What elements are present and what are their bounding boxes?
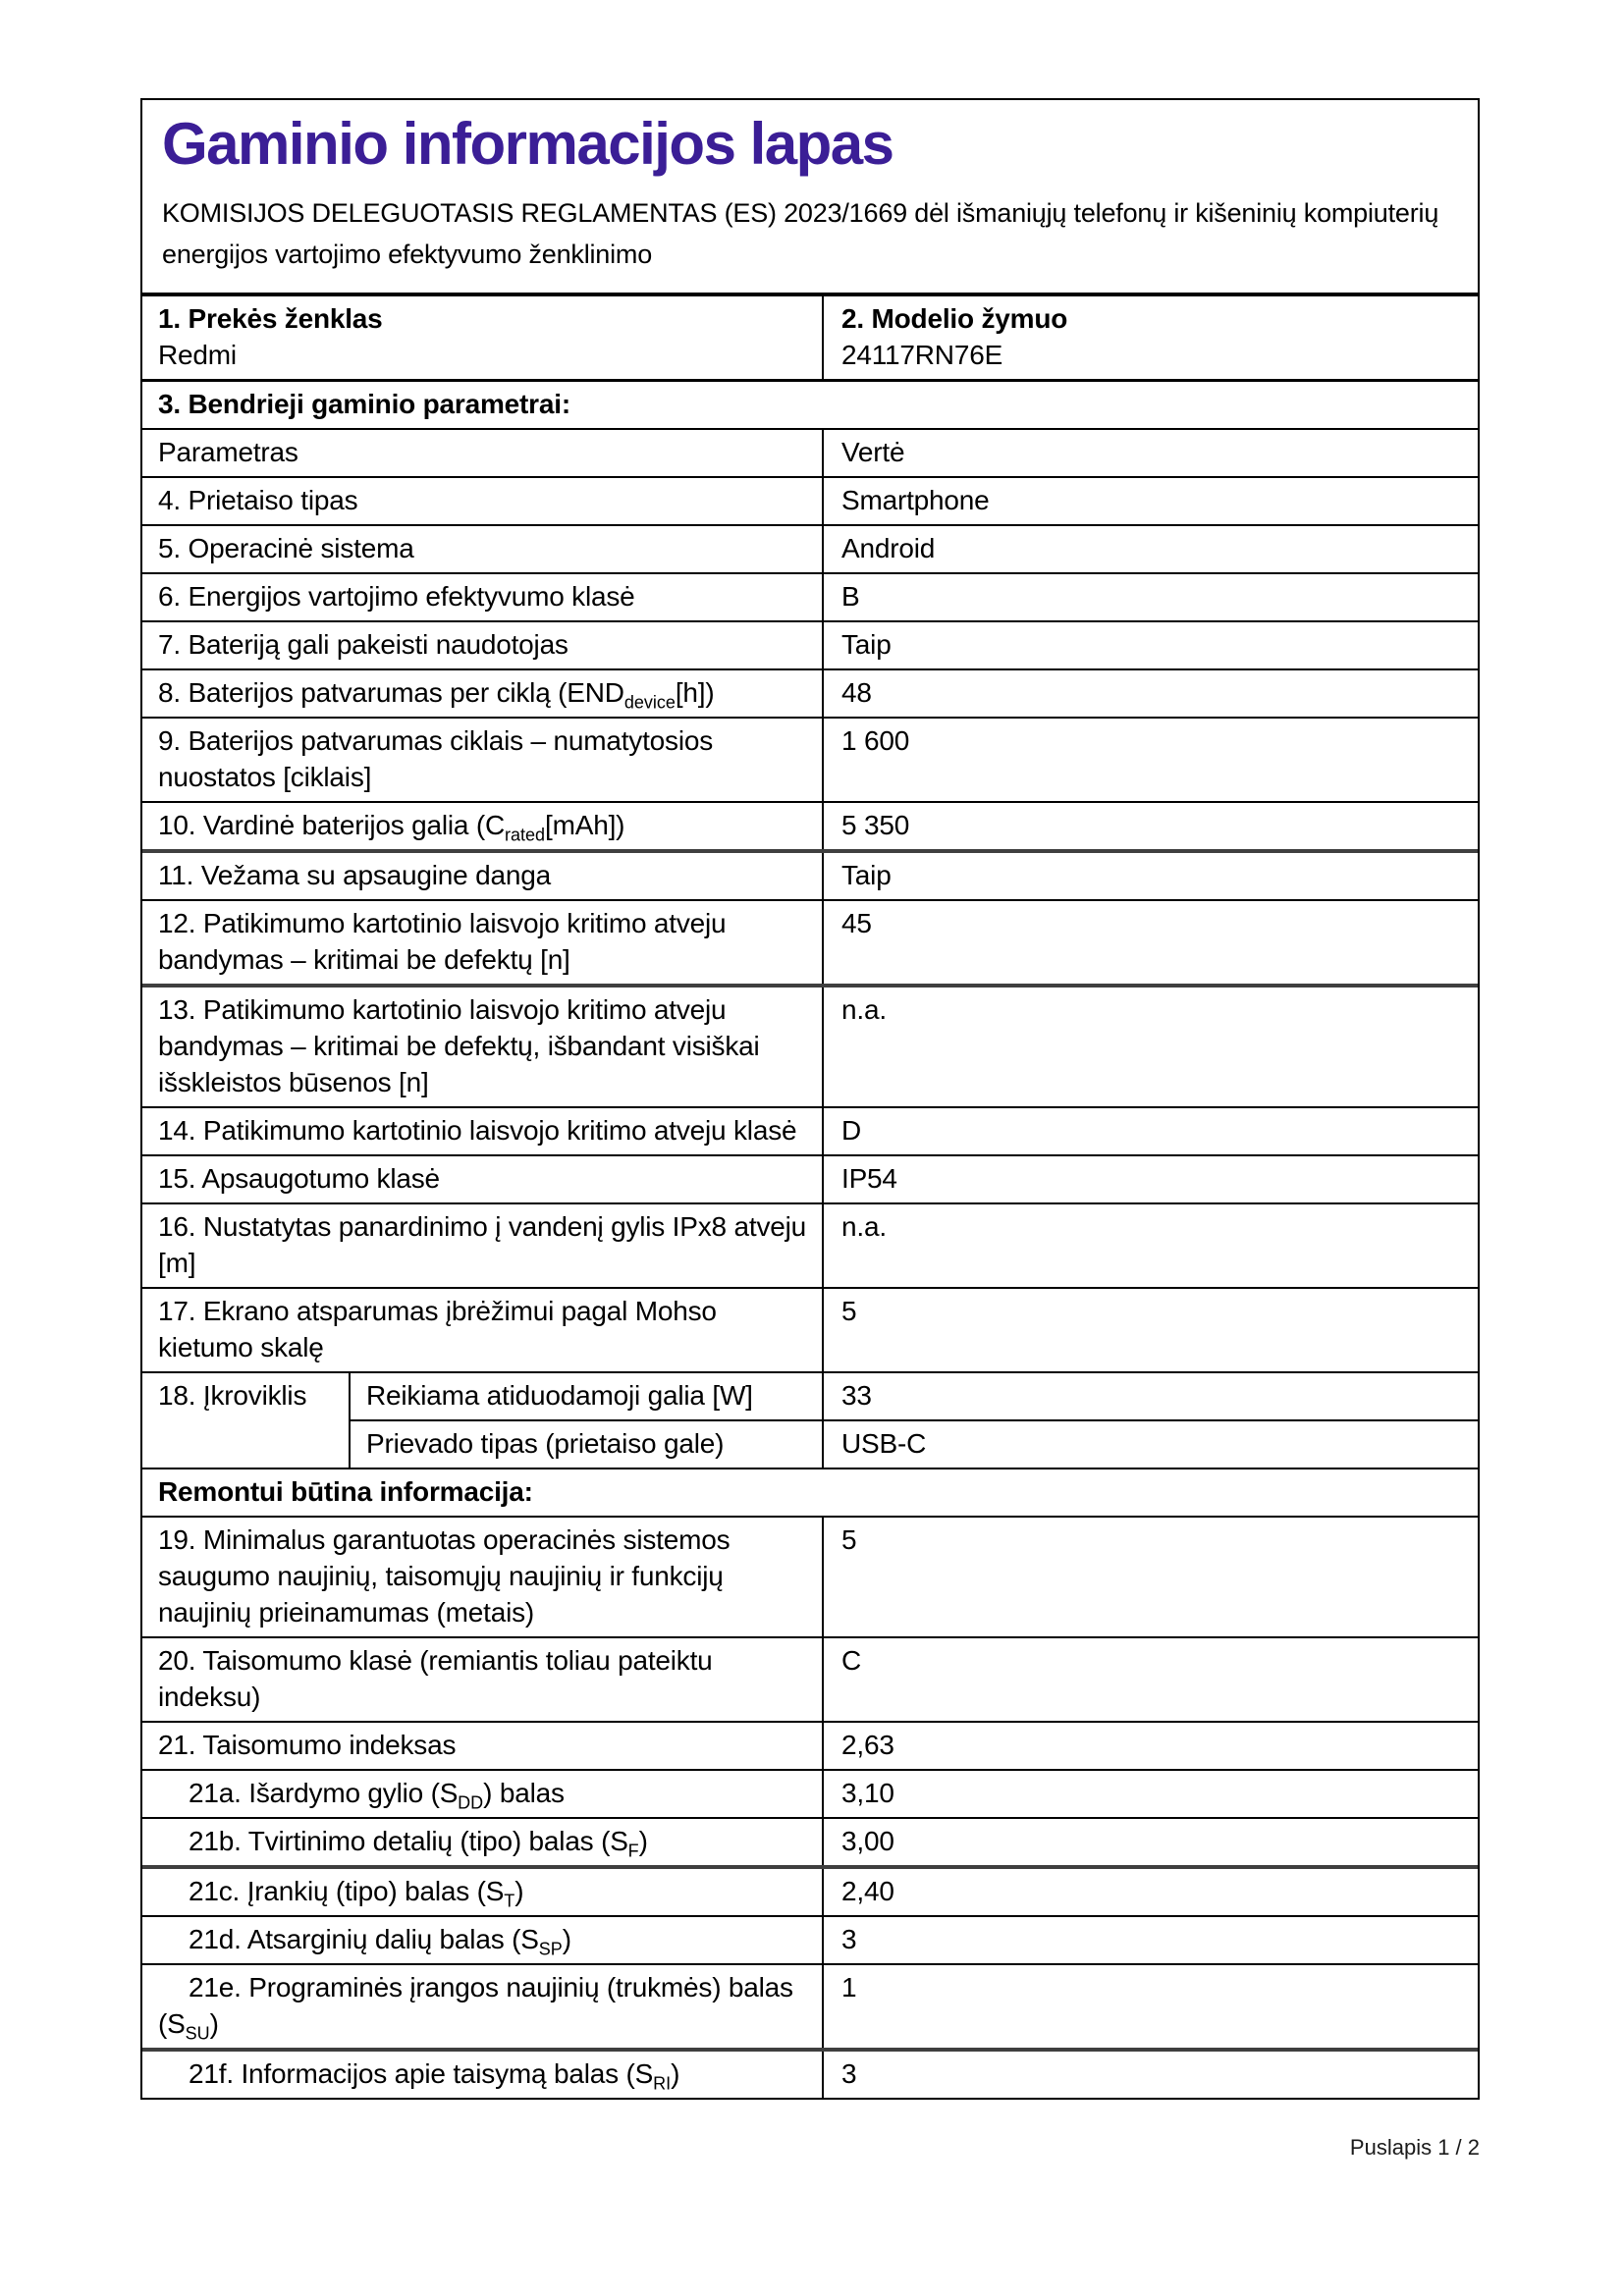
row-label: 10. Vardinė baterijos galia $(C_{rated}[mAh])$ xyxy=(142,803,824,849)
table-row-charger xyxy=(142,1371,1478,1468)
row-label: 13. Patikimumo kartotinio laisvojo kritimo atveju bandymas – kritimai be defektų, išbandant visiškai išskleistos būsenos [n] xyxy=(142,988,824,1106)
row-value: 48 xyxy=(841,677,872,708)
charger-port-label: Prievado tipas (prietaiso gale) xyxy=(351,1421,824,1468)
section-header-general-label: 3. Bendrieji gaminio parametrai: xyxy=(158,389,570,419)
model-value: 24117RN76E xyxy=(841,340,1003,370)
section-header-general xyxy=(142,379,1478,428)
row-value: 3 xyxy=(841,2058,857,2089)
row-label: 4. Prietaiso tipas xyxy=(142,478,824,524)
row-value: 2,63 xyxy=(841,1730,894,1760)
row-label: 15. Apsaugotumo klasė xyxy=(142,1156,824,1202)
param-header-label: Parametras xyxy=(142,430,824,476)
row-value: Taip xyxy=(841,860,892,890)
table-row-energy-class xyxy=(142,572,1478,620)
table-row-battery-cycles xyxy=(142,717,1478,801)
row-label: 21d. Atsarginių dalių balas $(S_{SP})$ xyxy=(142,1917,824,1963)
row-label: 20. Taisomumo klasė (remiantis toliau pateiktu indeksu) xyxy=(142,1638,824,1721)
row-label: 21a. Išardymo gylio $(S_{DD})$ balas xyxy=(142,1771,824,1817)
row-label: 21c. Įrankių (tipo) balas $(S_T)$ xyxy=(142,1869,824,1915)
charger-port-value: USB-C xyxy=(841,1428,927,1459)
row-value: 3 xyxy=(841,1924,857,1954)
table-row-software-updates-score xyxy=(142,1963,1478,2048)
row-label: 19. Minimalus garantuotas operacinės sistemos saugumo naujinių, taisomųjų naujinių ir funkcijų naujinių prieinamumas (metais) xyxy=(142,1518,824,1636)
section-header-repair-label: Remontui būtina informacija: xyxy=(158,1476,533,1507)
row-value: 5 xyxy=(841,1296,857,1326)
row-value: 2,40 xyxy=(841,1876,894,1906)
row-label: 8. Baterijos patvarumas per ciklą $(END_{device}[h])$ xyxy=(142,670,824,717)
table-row-repair-info-score xyxy=(142,2048,1478,2098)
table-row-scratch-resistance xyxy=(142,1287,1478,1371)
charger-label: 18. Įkroviklis xyxy=(142,1373,351,1468)
table-row-battery-endurance-cycle xyxy=(142,668,1478,717)
row-label: 17. Ekrano atsparumas įbrėžimui pagal Mohso kietumo skalę xyxy=(142,1289,824,1371)
sheet-header xyxy=(142,100,1478,293)
table-row-free-fall-test-unfolded xyxy=(142,984,1478,1106)
row-value: n.a. xyxy=(841,994,887,1025)
row-value: 5 xyxy=(841,1524,857,1555)
section-header-repair xyxy=(142,1468,1478,1516)
charger-sub-table xyxy=(351,1373,1478,1468)
param-header-value: Vertė xyxy=(841,437,905,467)
row-value: 1 600 xyxy=(841,725,910,756)
table-row-battery-capacity xyxy=(142,801,1478,849)
row-value: 45 xyxy=(841,908,872,938)
table-row-immersion-depth xyxy=(142,1202,1478,1287)
row-label: 21f. Informacijos apie taisymą balas $(S_{RI})$ xyxy=(142,2052,824,2098)
brand-label: 1. Prekės ženklas xyxy=(158,303,383,334)
row-value: 5 350 xyxy=(841,810,910,840)
page-number: Puslapis 1 / 2 xyxy=(1349,2135,1480,2160)
row-label: 12. Patikimumo kartotinio laisvojo kritimo atveju bandymas – kritimai be defektų [n] xyxy=(142,901,824,984)
row-value: D xyxy=(841,1115,862,1146)
row-value: Taip xyxy=(841,629,892,660)
brand-value: Redmi xyxy=(158,340,237,370)
row-value: IP54 xyxy=(841,1163,897,1194)
table-row-battery-replaceable xyxy=(142,620,1478,668)
model-label: 2. Modelio žymuo xyxy=(841,303,1068,334)
charger-power-value: 33 xyxy=(841,1380,872,1411)
table-row-free-fall-test xyxy=(142,899,1478,984)
table-row-param-header xyxy=(142,428,1478,476)
table-row-os xyxy=(142,524,1478,572)
row-value: n.a. xyxy=(841,1211,887,1242)
row-label: 21e. Programinės įrangos naujinių (trukmės) balas $(S_{SU})$ xyxy=(142,1965,824,2048)
row-value: Smartphone xyxy=(841,485,990,515)
table-row-device-type xyxy=(142,476,1478,524)
table-row-fasteners-score xyxy=(142,1817,1478,1865)
charger-power-row xyxy=(351,1373,1478,1419)
row-label: 6. Energijos vartojimo efektyvumo klasė xyxy=(142,574,824,620)
row-label: 11. Vežama su apsaugine danga xyxy=(142,853,824,899)
row-value: C xyxy=(841,1645,862,1676)
table-row-repairability-index xyxy=(142,1721,1478,1769)
table-row-free-fall-class xyxy=(142,1106,1478,1154)
row-label: 9. Baterijos patvarumas ciklais – numatytosios nuostatos [ciklais] xyxy=(142,719,824,801)
page-title: Gaminio informacijos lapas xyxy=(162,111,893,177)
table-row-brand-model xyxy=(142,296,1478,379)
table-row-os-updates-years xyxy=(142,1516,1478,1636)
row-value: 3,10 xyxy=(841,1778,894,1808)
table-row-repairability-class xyxy=(142,1636,1478,1721)
row-value: B xyxy=(841,581,860,612)
row-value: Android xyxy=(841,533,936,563)
row-label: 5. Operacinė sistema xyxy=(142,526,824,572)
charger-power-label: Reikiama atiduodamoji galia [W] xyxy=(351,1373,824,1419)
table-row-ip-rating xyxy=(142,1154,1478,1202)
table-row-protective-cover xyxy=(142,849,1478,899)
table-row-spare-parts-score xyxy=(142,1915,1478,1963)
row-label: 16. Nustatytas panardinimo į vandenį gylis IPx8 atveju [m] xyxy=(142,1204,824,1287)
row-label: 14. Patikimumo kartotinio laisvojo kritimo atveju klasė xyxy=(142,1108,824,1154)
row-label: 21. Taisomumo indeksas xyxy=(142,1723,824,1769)
regulation-subtitle: KOMISIJOS DELEGUOTASIS REGLAMENTAS (ES) 2023/1669 dėl išmaniųjų telefonų ir kišeninių kompiuterių energijos vartojimo efektyvumo ženklinimo xyxy=(162,198,1439,269)
row-label: 21b. Tvirtinimo detalių (tipo) balas $(S_F)$ xyxy=(142,1819,824,1865)
model-cell xyxy=(824,296,1478,379)
table-row-tools-score xyxy=(142,1865,1478,1915)
brand-cell xyxy=(142,296,824,379)
charger-port-row xyxy=(351,1419,1478,1468)
row-value: 3,00 xyxy=(841,1826,894,1856)
product-info-table xyxy=(142,293,1478,2098)
row-value: 1 xyxy=(841,1972,857,2002)
row-label: 7. Bateriją gali pakeisti naudotojas xyxy=(142,622,824,668)
product-info-sheet xyxy=(140,98,1480,2100)
table-row-disassembly-depth-score xyxy=(142,1769,1478,1817)
